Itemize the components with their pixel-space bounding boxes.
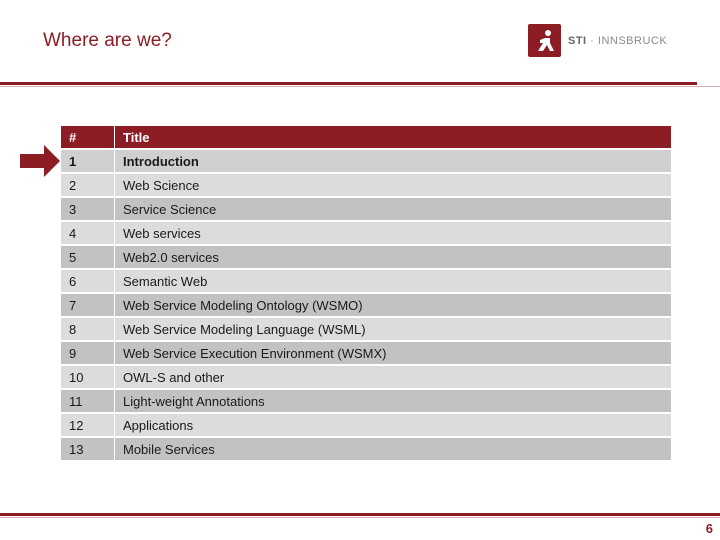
table-row [61,198,671,220]
footer-divider-thin [0,517,720,518]
header-divider-thin [0,86,720,87]
row-title: Web Service Execution Environment (WSMX) [115,342,671,364]
table-row [61,414,671,436]
table-row [61,366,671,388]
row-title: Applications [115,414,671,436]
sti-innsbruck-logo [528,24,667,57]
right-arrow-icon [20,143,62,184]
row-title: Web Service Modeling Ontology (WSMO) [115,294,671,316]
sti-logo-icon [528,24,561,57]
row-number: 3 [61,198,114,220]
header-title: Title [115,126,671,148]
row-number: 7 [61,294,114,316]
row-number: 13 [61,438,114,460]
row-number: 2 [61,174,114,196]
table-row [61,174,671,196]
row-number: 11 [61,390,114,412]
footer-divider [0,513,720,516]
table-row [61,318,671,340]
row-number: 4 [61,222,114,244]
table-row [61,294,671,316]
row-title: Service Science [115,198,671,220]
table-row [61,246,671,268]
table-row [61,390,671,412]
header-number: # [61,126,114,148]
row-number: 5 [61,246,114,268]
row-number: 10 [61,366,114,388]
logo-place: INNSBRUCK [597,34,668,47]
page-number: 6 [705,521,713,536]
row-title: Web Service Modeling Language (WSML) [115,318,671,340]
logo-separator: · [586,34,598,47]
table-row [61,342,671,364]
row-number: 9 [61,342,114,364]
row-title: OWL-S and other [115,366,671,388]
row-title: Semantic Web [115,270,671,292]
logo-brand: STI [568,34,587,47]
row-title: Web services [115,222,671,244]
row-number: 1 [61,150,114,172]
agenda-row-current [61,150,671,172]
row-title: Introduction [115,150,671,172]
row-number: 8 [61,318,114,340]
row-number: 12 [61,414,114,436]
table-row [61,270,671,292]
slide-title: Where are we? [43,30,172,51]
row-title: Mobile Services [115,438,671,460]
header-divider [0,82,697,85]
row-title: Web2.0 services [115,246,671,268]
logo-wordmark [568,35,667,47]
row-number: 6 [61,270,114,292]
table-row [61,438,671,460]
row-title: Light-weight Annotations [115,390,671,412]
agenda-table [60,124,672,462]
agenda-header-row [61,126,671,148]
row-title: Web Science [115,174,671,196]
table-row [61,222,671,244]
